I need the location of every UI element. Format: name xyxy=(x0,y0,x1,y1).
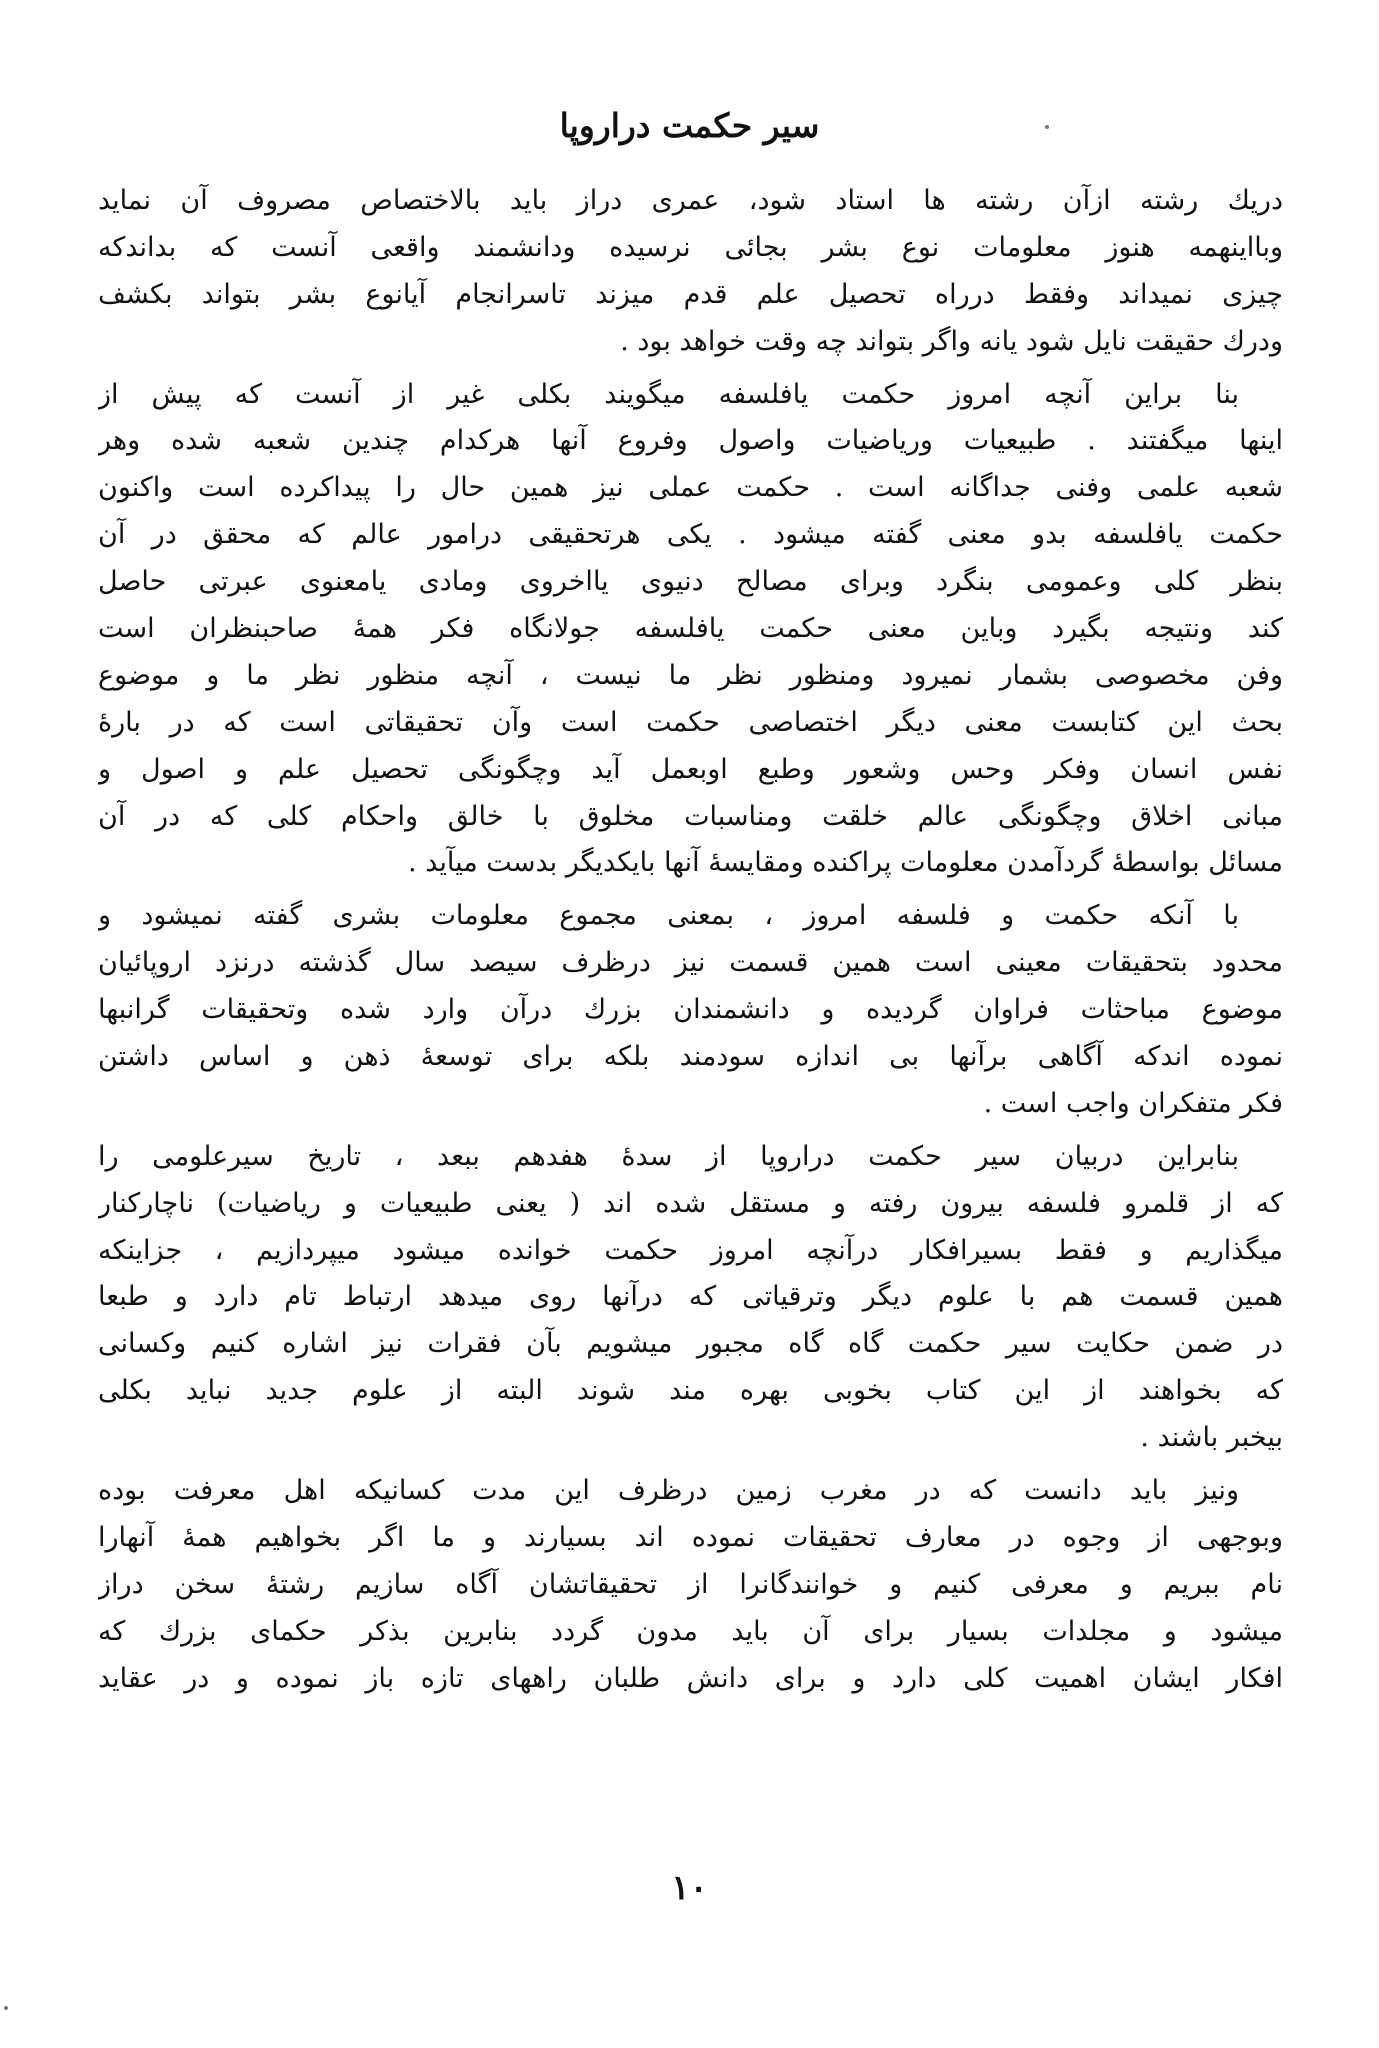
text-line: بیخبر باشند . xyxy=(1140,1422,1283,1454)
paragraph-2 xyxy=(98,372,1283,888)
page-number: ۱۰ xyxy=(671,1868,708,1908)
text-line: کند ونتیجه بگیرد وباین معنی حکمت یافلسفه جولانگاه فکر همهٔ صاحبنظران است xyxy=(98,613,1283,645)
text-line: در ضمن حکایت سیر حکمت گاه گاه مجبور میشویم بآن فقرات نیز اشاره کنیم وکسانی xyxy=(98,1328,1283,1360)
text-line: چیزی نمیداند وفقط درراه تحصیل علم قدم میزند تاسرانجام آیانوع بشر بتواند بکشف xyxy=(98,278,1283,310)
text-line: با آنکه حکمت و فلسفه امروز ، بمعنی مجموع معلومات بشری گفته نمیشود و xyxy=(98,900,1239,932)
text-line: که از قلمرو فلسفه بیرون رفته و مستقل شده اند ( یعنی طبیعیات و ریاضیات) ناچارکنار xyxy=(98,1187,1283,1219)
text-line: دریك رشته ازآن رشته ها استاد شود، عمری دراز باید بالاختصاص مصروف آن نماید xyxy=(98,185,1283,216)
paragraph-5 xyxy=(98,1468,1283,1702)
text-line: حکمت یافلسفه بدو معنی گفته میشود . یکی هرتحقیقی درامور عالم که محقق در آن xyxy=(98,519,1283,551)
scan-speck xyxy=(1045,125,1049,129)
text-line: بنظر کلی وعمومی بنگرد وبرای مصالح دنیوی یااخروی ومادی یامعنوی عبرتی حاصل xyxy=(98,566,1283,598)
text-line: بحث این کتابست معنی دیگر اختصاصی حکمت است وآن تحقیقاتی است که در بارهٔ xyxy=(98,706,1283,738)
text-line: میشود و مجلدات بسیار برای آن باید مدون گردد بنابرین بذکر حکمای بزرك که xyxy=(98,1615,1283,1647)
text-line: وبوجهی از وجوه در معارف تحقیقات نموده اند بسیارند و ما اگر بخواهیم همهٔ آنهارا xyxy=(98,1521,1283,1553)
scan-speck xyxy=(4,2006,8,2010)
text-line: نموده اندکه آگاهی برآنها بی اندازه سودمند بلکه برای توسعهٔ ذهن و اساس داشتن xyxy=(98,1041,1283,1073)
text-line: که بخواهند از این کتاب بخوبی بهره مند شوند البته از علوم جدید نباید بکلی xyxy=(98,1375,1283,1407)
text-line: محدود بتحقیقات معینی است همین قسمت نیز درظرف سیصد سال گذشته درنزد اروپائیان xyxy=(98,947,1283,979)
running-header-title: سیر حکمت دراروپا xyxy=(559,106,820,145)
text-line: بنا براین آنچه امروز حکمت یافلسفه میگویند بکلی غیر از آنست که پیش از xyxy=(98,378,1239,410)
text-line: ونیز باید دانست که در مغرب زمین درظرف این مدت کسانیکه اهل معرفت بوده xyxy=(98,1475,1239,1507)
text-line: مسائل بواسطهٔ گردآمدن معلومات پراکنده ومقایسهٔ آنها بایکدیگر بدست میآید . xyxy=(408,847,1283,879)
text-line: همین قسمت هم با علوم دیگر وترقیاتی که درآنها روی میدهد ارتباط تام دارد و طبعا xyxy=(98,1281,1283,1313)
text-line: شعبه علمی وفنی جداگانه است . حکمت عملی نیز همین حال را پیداکرده است واکنون xyxy=(98,472,1283,504)
paragraph-4 xyxy=(98,1134,1283,1462)
text-line: میگذاریم و فقط بسیرافکار درآنچه امروز حکمت خوانده میشود میپردازیم ، جزاینکه xyxy=(98,1234,1283,1266)
text-line: ودرك حقیقت نایل شود یانه واگر بتواند چه وقت خواهد بود . xyxy=(620,325,1283,357)
text-line: افکار ایشان اهمیت کلی دارد و برای دانش طلبان راههای تازه باز نموده و در عقاید xyxy=(98,1662,1283,1694)
text-line: موضوع مباحثات فراوان گردیده و دانشمندان بزرك درآن وارد شده وتحقیقات گرانبها xyxy=(98,994,1283,1026)
text-line: نفس انسان وفکر وحس وشعور وطبع اوبعمل آید وچگونگی تحصیل علم و اصول و xyxy=(98,753,1283,785)
paragraph-3 xyxy=(98,893,1283,1127)
text-line: مبانی اخلاق وچگونگی عالم خلقت ومناسبات مخلوق با خالق واحکام کلی که در آن xyxy=(98,800,1283,832)
text-line: وفن مخصوصی بشمار نمیرود ومنظور نظر ما نیست ، آنچه منظور نظر ما و موضوع xyxy=(98,659,1283,691)
paragraph-1 xyxy=(98,178,1283,366)
text-line: نام ببریم و معرفی کنیم و خوانندگانرا از تحقیقاتشان آگاه سازیم رشتهٔ سخن دراز xyxy=(98,1568,1283,1600)
text-line: وبااینهمه هنوز معلومات نوع بشر بجائی نرسیده ودانشمند واقعی آنست که بداندکه xyxy=(98,231,1283,263)
text-line: فکر متفکران واجب است . xyxy=(983,1087,1283,1119)
text-line: اینها میگفتند . طبیعیات وریاضیات واصول وفروع آنها هرکدام چندین شعبه شده وهر xyxy=(98,425,1283,457)
text-line: بنابراین دربیان سیر حکمت دراروپا از سدهٔ هفدهم ببعد ، تاریخ سیرعلومی را xyxy=(98,1140,1239,1172)
body-text xyxy=(98,178,1283,1703)
